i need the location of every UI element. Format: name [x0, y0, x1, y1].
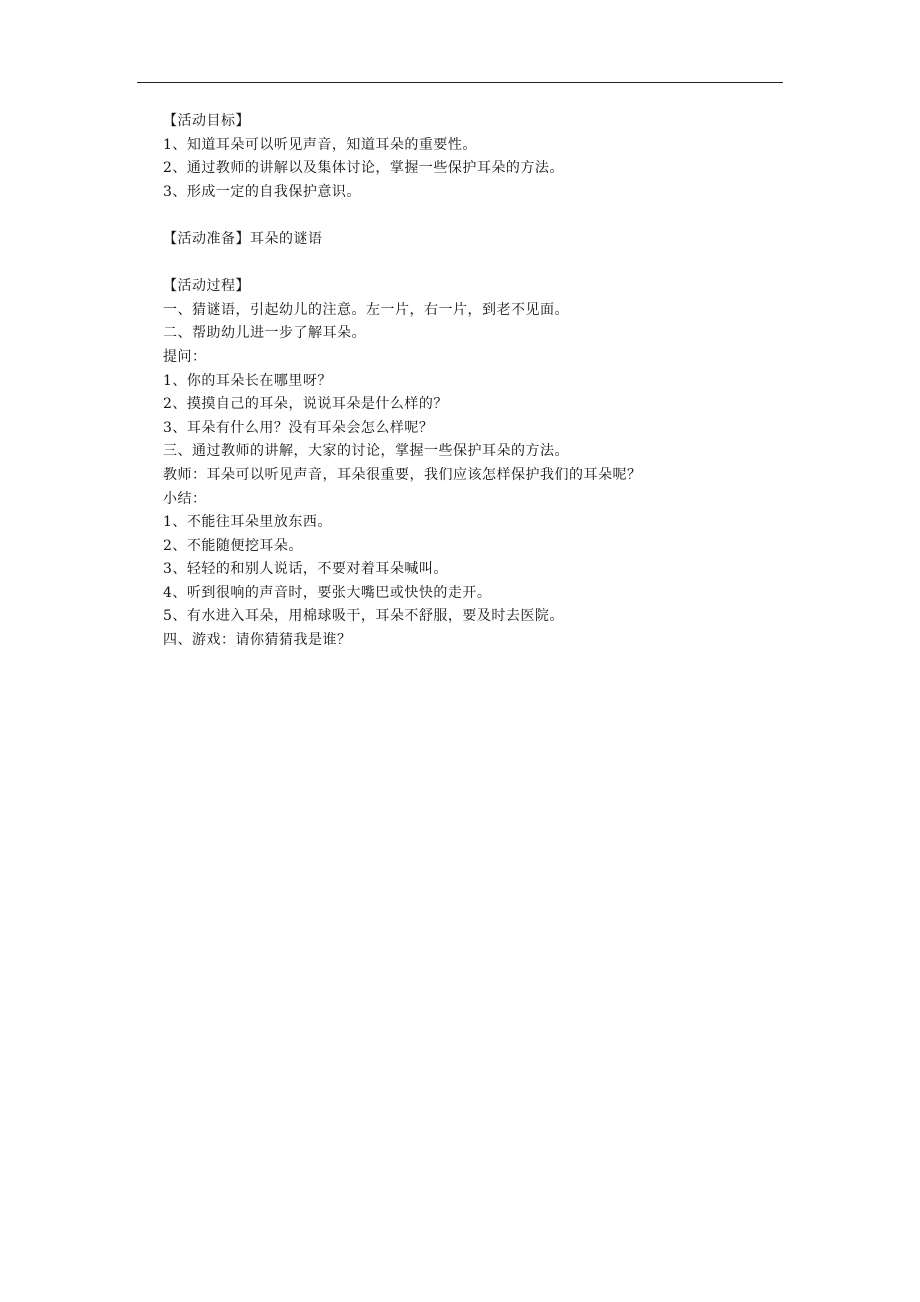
process-step: 二、帮助幼儿进一步了解耳朵。 [163, 325, 366, 342]
summary-item: 2、不能随便挖耳朵。 [163, 537, 303, 554]
section-heading-process: 【活动过程】 [163, 278, 250, 295]
document-body [163, 110, 783, 653]
blank-line [163, 252, 783, 276]
questions-label: 提问： [163, 348, 207, 365]
summary-item: 3、轻轻的和别人说话，不要对着耳朵喊叫。 [163, 561, 448, 578]
goal-item: 2、通过教师的讲解以及集体讨论，掌握一些保护耳朵的方法。 [163, 160, 564, 177]
summary-item: 5、有水进入耳朵，用棉球吸干，耳朵不舒服，要及时去医院。 [163, 608, 564, 625]
blank-line [163, 204, 783, 228]
question-item: 1、你的耳朵长在哪里呀？ [163, 372, 332, 389]
question-item: 2、摸摸自己的耳朵，说说耳朵是什么样的？ [163, 396, 448, 413]
process-step: 四、游戏：请你猜猜我是谁？ [163, 632, 352, 649]
process-step: 三、通过教师的讲解，大家的讨论，掌握一些保护耳朵的方法。 [163, 443, 569, 460]
process-step: 一、猜谜语，引起幼儿的注意。左一片，右一片，到老不见面。 [163, 301, 569, 318]
goal-item: 1、知道耳朵可以听见声音，知道耳朵的重要性。 [163, 136, 477, 153]
summary-item: 1、不能往耳朵里放东西。 [163, 514, 332, 531]
summary-label: 小结： [163, 490, 207, 507]
teacher-line: 教师：耳朵可以听见声音，耳朵很重要，我们应该怎样保护我们的耳朵呢？ [163, 466, 642, 483]
question-item: 3、耳朵有什么用？没有耳朵会怎么样呢？ [163, 419, 434, 436]
summary-item: 4、听到很响的声音时，要张大嘴巴或快快的走开。 [163, 584, 492, 601]
section-heading-goals: 【活动目标】 [163, 113, 250, 129]
goal-item: 3、形成一定的自我保护意识。 [163, 183, 361, 200]
section-heading-preparation: 【活动准备】耳朵的谜语 [163, 230, 323, 247]
header-rule [137, 82, 783, 83]
